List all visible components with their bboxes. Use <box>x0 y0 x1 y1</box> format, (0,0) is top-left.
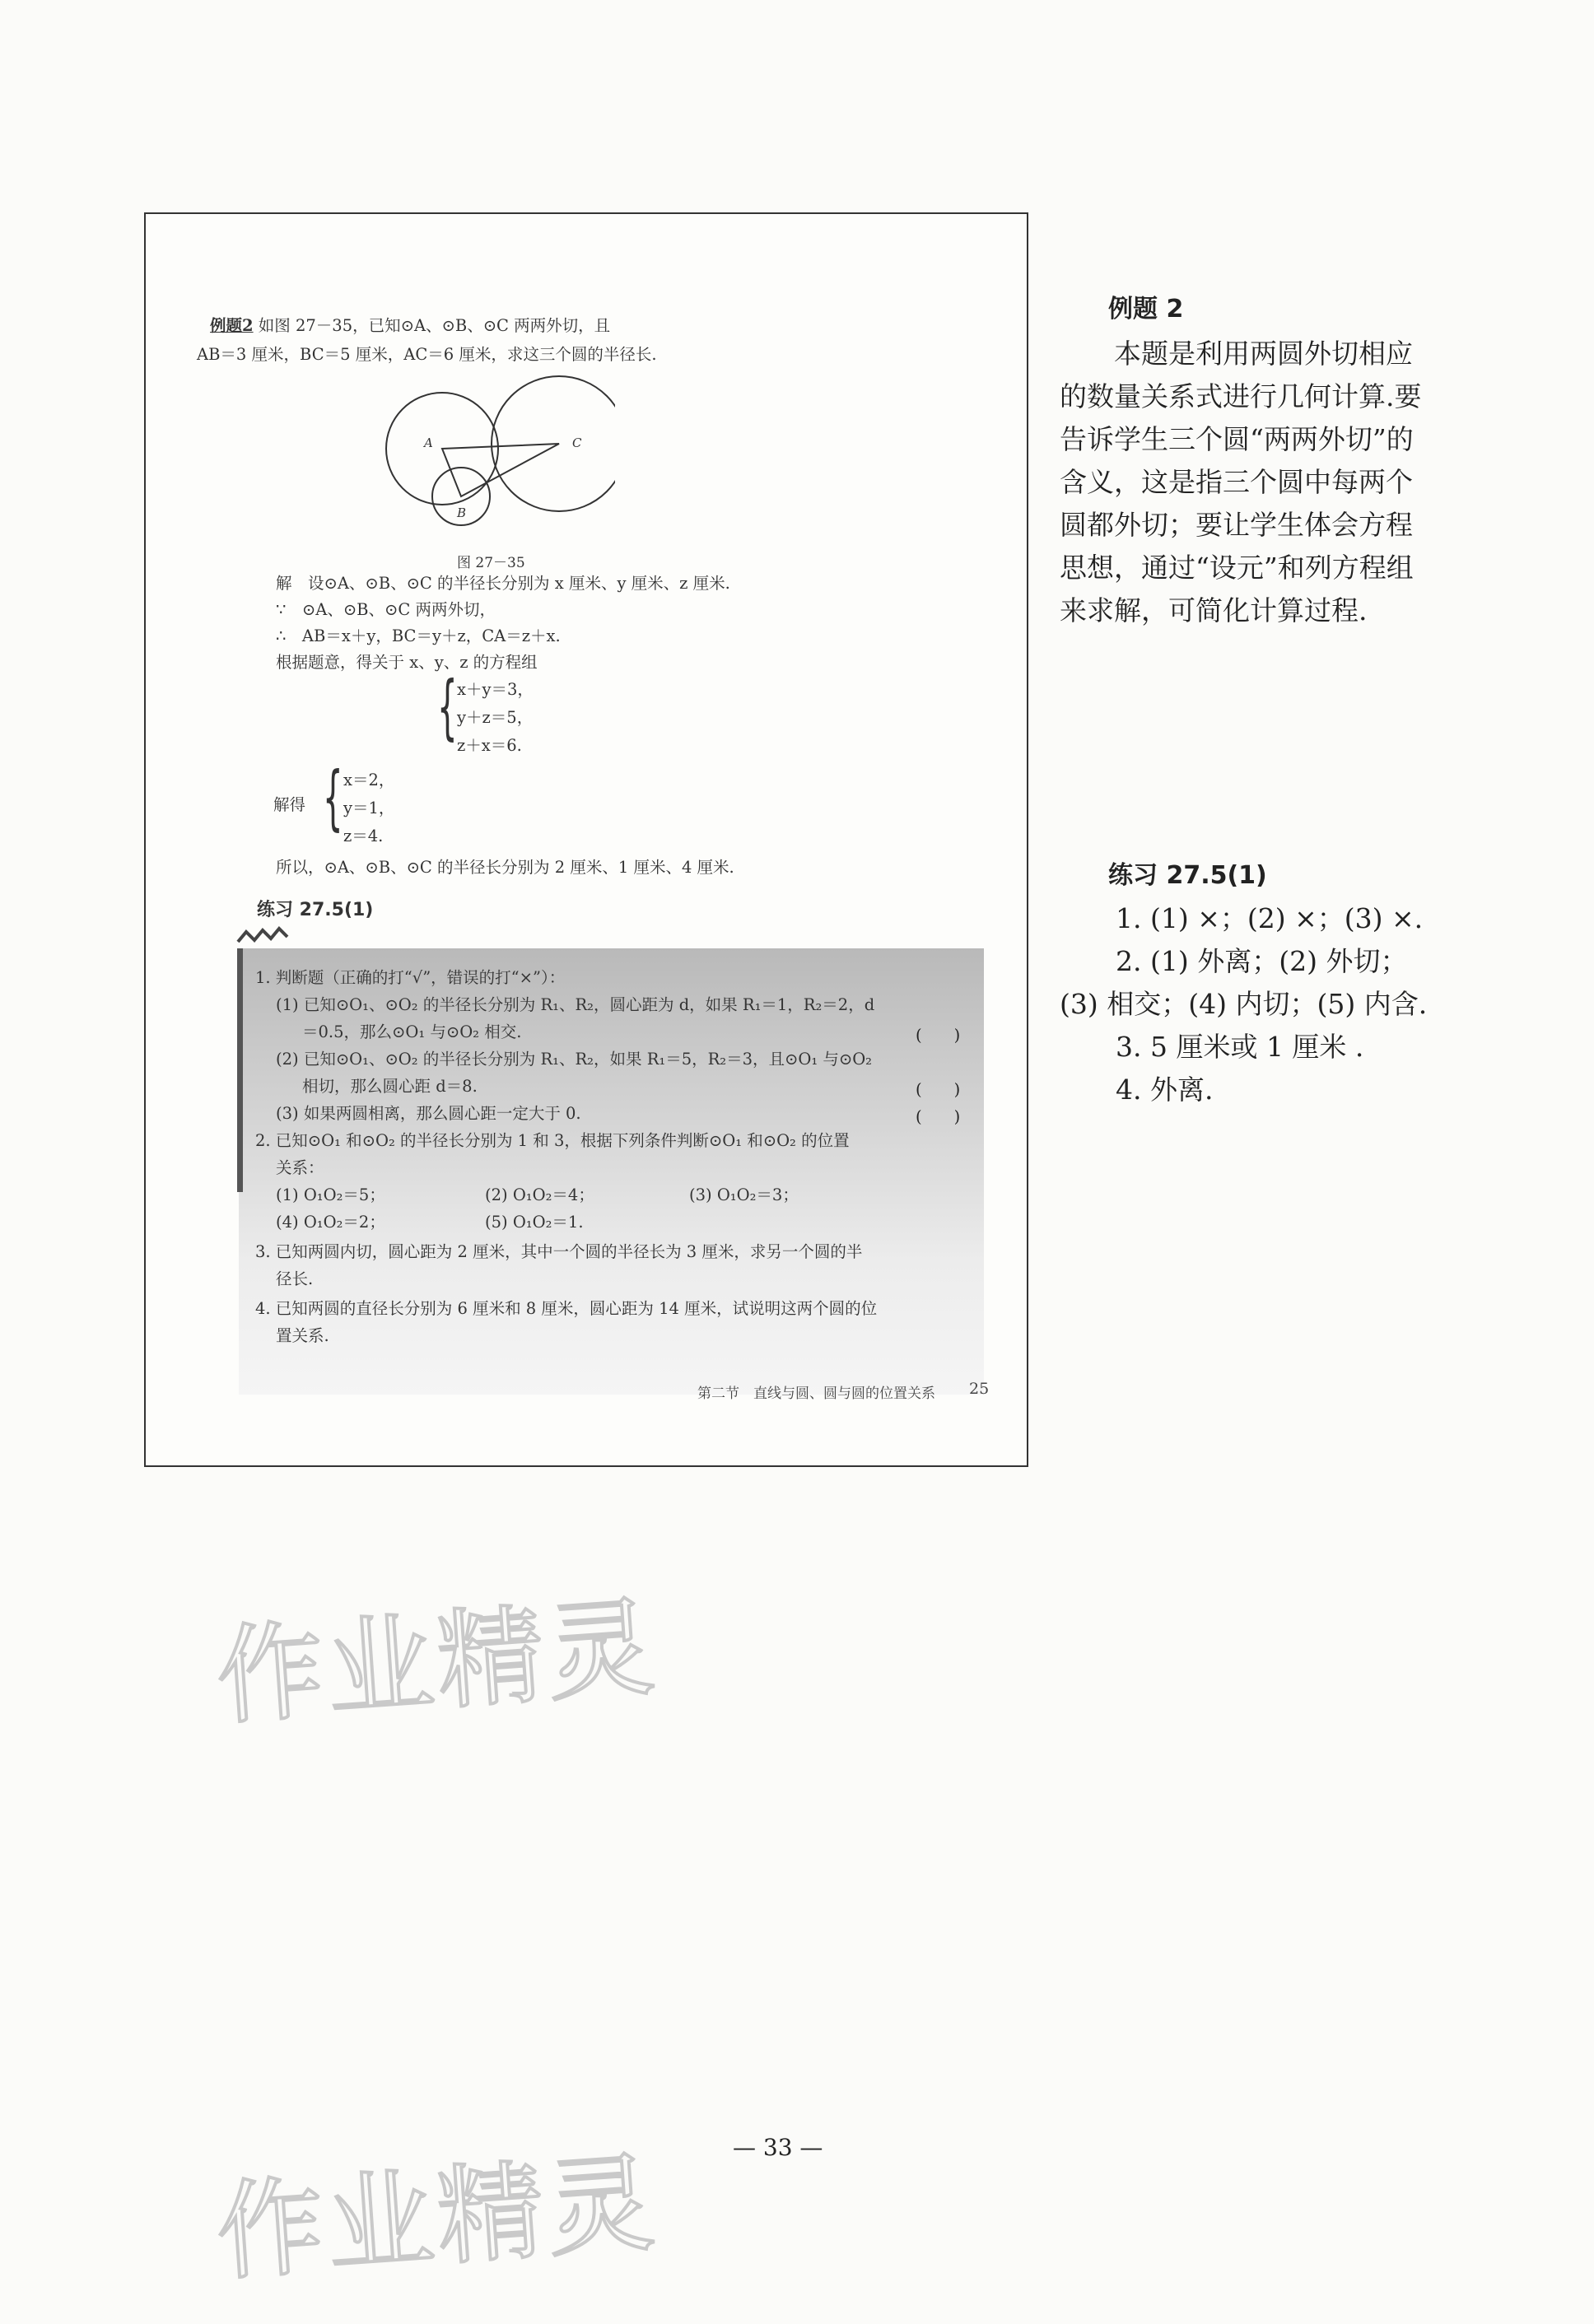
watermark-top: 作业精灵 <box>212 1584 662 1740</box>
zigzag-decoration-icon <box>235 925 333 947</box>
solution-line-4: 根据题意，得关于 x、y、z 的方程组 <box>276 653 538 672</box>
q1-2-line-a: (2) 已知⊙O₁、⊙O₂ 的半径长分别为 R₁、R₂，如果 R₁＝5，R₂＝3，且⊙O₁ 与⊙O₂ <box>276 1050 872 1069</box>
notes-example-line-7: 来求解，可简化计算过程. <box>1060 594 1368 626</box>
q4-line-b: 置关系. <box>276 1326 329 1345</box>
q3-line-b: 径长. <box>276 1269 314 1288</box>
triangle-abc <box>442 444 559 496</box>
page-number: — 33 — <box>733 2134 823 2161</box>
q2-option-3: (3) O₁O₂＝3； <box>689 1185 799 1204</box>
notes-practice-title: 练习 27.5(1) <box>1108 861 1267 890</box>
q2-option-1: (1) O₁O₂＝5； <box>276 1185 385 1204</box>
label-a: A <box>424 435 433 450</box>
q1-2-line-b: 相切，那么圆心距 d＝8. <box>302 1077 478 1096</box>
textbook-footer-page: 25 <box>969 1380 990 1398</box>
notes-example-line-6: 思想，通过“设元”和列方程组 <box>1060 552 1414 584</box>
notes-example-title: 例题 2 <box>1108 295 1184 324</box>
example-text-1: 如图 27－35，已知⊙A、⊙B、⊙C 两两外切，且 <box>258 316 611 335</box>
result-3: z＝4. <box>343 827 384 845</box>
q3-line-a: 3. 已知两圆内切，圆心距为 2 厘米，其中一个圆的半径长为 3 厘米，求另一个圆的半 <box>255 1242 863 1261</box>
notes-answer-2-cont: (3) 相交；(4) 内切；(5) 内含. <box>1060 988 1428 1020</box>
notes-example-line-1: 本题是利用两圆外切相应 <box>1060 338 1413 370</box>
q1-1-line-a: (1) 已知⊙O₁、⊙O₂ 的半径长分别为 R₁、R₂，圆心距为 d，如果 R₁＝1，R₂＝2，d <box>276 995 875 1014</box>
q1-1-line-b: ＝0.5，那么⊙O₁ 与⊙O₂ 相交. <box>302 1022 522 1041</box>
watermark-bottom: 作业精灵 <box>212 2140 662 2296</box>
q1-3-answer-blank: ( ) <box>916 1107 961 1126</box>
notes-answer-1: 1. (1) ×；(2) ×；(3) ×. <box>1088 902 1424 934</box>
solution-line-1: 解 设⊙A、⊙B、⊙C 的半径长分别为 x 厘米、y 厘米、z 厘米. <box>276 574 730 593</box>
example-line-2: AB＝3 厘米，BC＝5 厘米，AC＝6 厘米，求这三个圆的半径长. <box>197 345 657 364</box>
q1-2-answer-blank: ( ) <box>916 1080 961 1099</box>
example-line-1 <box>210 313 610 339</box>
notes-example-line-3: 告诉学生三个圆“两两外切”的 <box>1060 423 1414 455</box>
practice-title: 练习 27.5(1) <box>257 900 374 920</box>
example-label: 例题2 <box>210 316 254 335</box>
result-1: x＝2， <box>343 771 395 789</box>
textbook-page-scan <box>144 212 1028 1467</box>
figure-caption: 图 27－35 <box>457 555 525 571</box>
q1-title: 1. 判断题（正确的打“√”，错误的打“×”）： <box>255 968 566 987</box>
notes-example-line-5: 圆都外切；要让学生体会方程 <box>1060 509 1413 541</box>
q1-3-line: (3) 如果两圆相离，那么圆心距一定大于 0. <box>276 1104 581 1123</box>
solution-line-2: ∵ ⊙A、⊙B、⊙C 两两外切， <box>276 600 496 619</box>
q2-option-5: (5) O₁O₂＝1. <box>485 1213 584 1232</box>
system-eq-2: y＋z＝5， <box>457 708 534 727</box>
solution-conclusion: 所以，⊙A、⊙B、⊙C 的半径长分别为 2 厘米、1 厘米、4 厘米. <box>276 858 734 877</box>
notes-example-line-4: 含义，这是指三个圆中每两个 <box>1060 466 1413 498</box>
solution-line-3: ∴ AB＝x＋y，BC＝y＋z，CA＝z＋x. <box>276 626 561 645</box>
notes-answer-3: 3. 5 厘米或 1 厘米 . <box>1088 1031 1364 1063</box>
result-brace: { <box>323 757 343 839</box>
system-brace: { <box>437 666 458 748</box>
q2-line-a: 2. 已知⊙O₁ 和⊙O₂ 的半径长分别为 1 和 3，根据下列条件判断⊙O₁ 和⊙O₂ 的位置 <box>255 1131 850 1150</box>
solve-label: 解得 <box>273 795 306 814</box>
notes-example-line-2: 的数量关系式进行几何计算.要 <box>1060 380 1422 412</box>
system-eq-1: x＋y＝3， <box>457 680 534 699</box>
notes-answer-4: 4. 外离. <box>1088 1074 1214 1106</box>
q4-line-a: 4. 已知两圆的直径长分别为 6 厘米和 8 厘米，圆心距为 14 厘米，试说明这两个圆的位 <box>255 1299 878 1318</box>
textbook-footer-section: 第二节 直线与圆、圆与圆的位置关系 <box>697 1386 935 1402</box>
label-b: B <box>457 505 467 520</box>
label-c: C <box>572 435 582 450</box>
q1-1-answer-blank: ( ) <box>916 1026 961 1045</box>
circle-figure <box>376 370 615 547</box>
q2-option-4: (4) O₁O₂＝2； <box>276 1213 385 1232</box>
q2-option-2: (2) O₁O₂＝4； <box>485 1185 594 1204</box>
notes-answer-2: 2. (1) 外离；(2) 外切； <box>1088 945 1408 977</box>
result-2: y＝1， <box>343 799 395 817</box>
q2-line-b: 关系： <box>276 1158 324 1177</box>
practice-side-bar <box>237 948 243 1192</box>
system-eq-3: z＋x＝6. <box>457 736 522 755</box>
